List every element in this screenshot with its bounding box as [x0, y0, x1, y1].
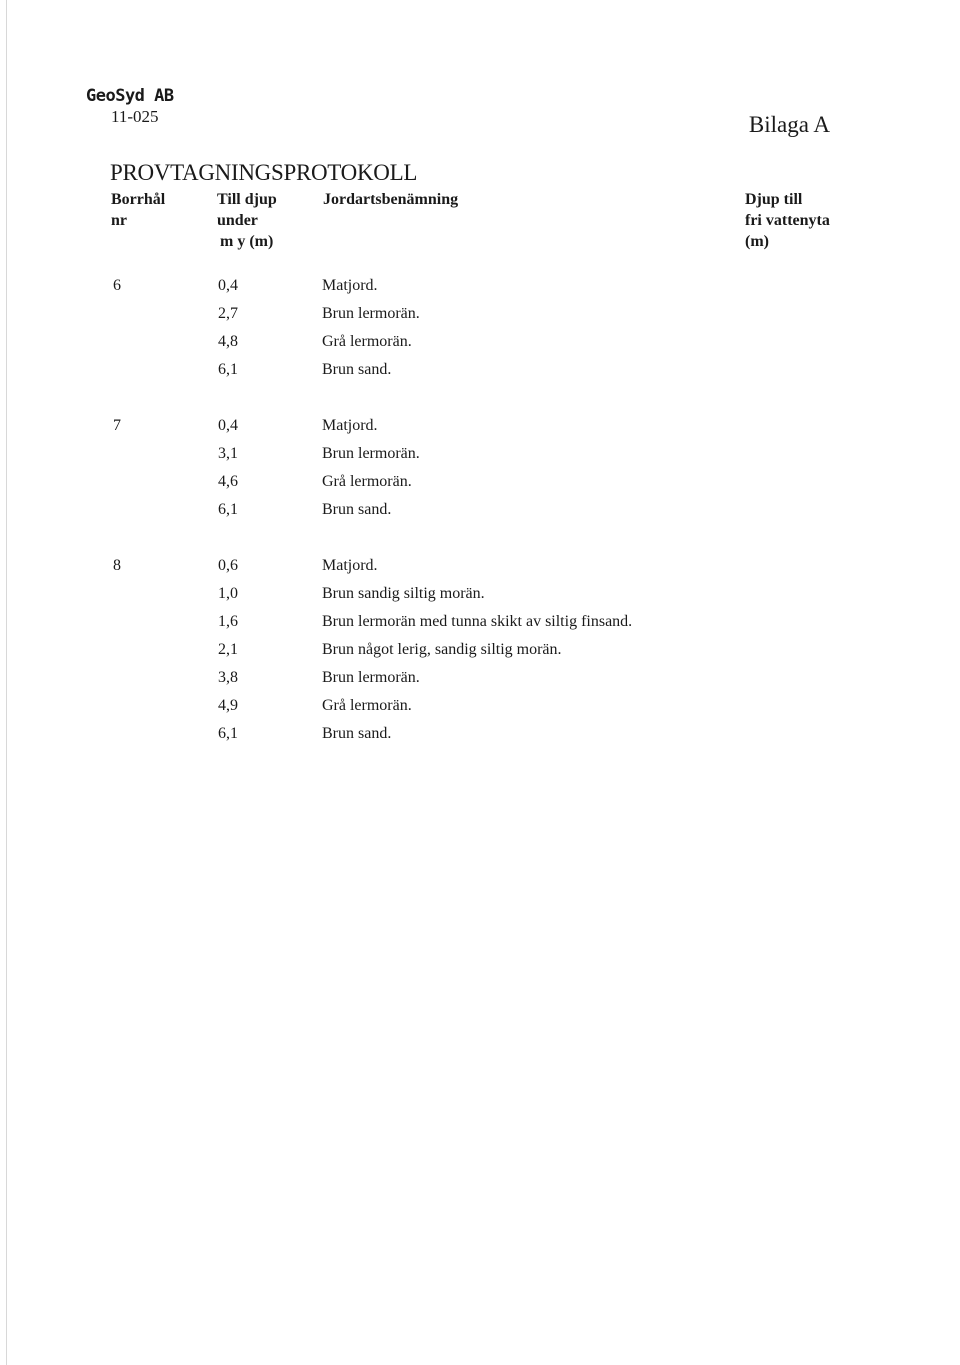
borehole-group-7	[0, 417, 960, 529]
soil-description: Grå lermorän.	[322, 697, 412, 714]
soil-description: Brun sand.	[322, 501, 392, 518]
table-row	[0, 445, 960, 473]
table-row	[0, 641, 960, 669]
column-header-borrhal	[111, 189, 165, 231]
table-row	[0, 725, 960, 753]
layer-depth: 2,7	[218, 305, 238, 322]
layer-depth: 3,1	[218, 445, 238, 462]
borehole-number: 6	[113, 277, 121, 294]
column-header-line: Djup till	[745, 191, 803, 208]
company-logo: GeoSyd AB	[86, 86, 174, 106]
table-row	[0, 557, 960, 585]
layer-depth: 4,8	[218, 333, 238, 350]
layer-depth: 1,0	[218, 585, 238, 602]
soil-description: Matjord.	[322, 417, 378, 434]
borehole-group-8	[0, 557, 960, 753]
column-header-line: Till djup	[217, 191, 277, 208]
layer-depth: 6,1	[218, 361, 238, 378]
soil-description: Brun lermorän.	[322, 305, 420, 322]
column-header-line: Jordartsbenämning	[323, 191, 459, 208]
soil-description: Brun något lerig, sandig siltig morän.	[322, 641, 562, 658]
column-header-line: m y (m)	[220, 233, 274, 250]
page-title: PROVTAGNINGSPROTOKOLL	[110, 160, 418, 185]
layer-depth: 0,4	[218, 417, 238, 434]
column-header-line: fri vattenyta	[745, 212, 830, 229]
soil-description: Brun sand.	[322, 725, 392, 742]
table-row	[0, 361, 960, 389]
column-header-line: Borrhål	[111, 191, 166, 208]
table-row	[0, 669, 960, 697]
layer-depth: 4,9	[218, 697, 238, 714]
column-header-line: (m)	[745, 233, 769, 250]
table-row	[0, 585, 960, 613]
layer-depth: 4,6	[218, 473, 238, 490]
borehole-group-6	[0, 277, 960, 389]
soil-description: Brun sandig siltig morän.	[322, 585, 485, 602]
column-header-water-level	[745, 189, 830, 252]
layer-depth: 1,6	[218, 613, 238, 630]
soil-description: Matjord.	[322, 277, 378, 294]
soil-description: Grå lermorän.	[322, 473, 412, 490]
document-reference: 11-025	[111, 107, 159, 126]
layer-depth: 6,1	[218, 725, 238, 742]
layer-depth: 0,4	[218, 277, 238, 294]
layer-depth: 2,1	[218, 641, 238, 658]
table-row	[0, 473, 960, 501]
appendix-label: Bilaga A	[748, 112, 830, 137]
soil-description: Brun lermorän.	[322, 445, 420, 462]
table-row	[0, 333, 960, 361]
soil-description: Brun lermorän.	[322, 669, 420, 686]
layer-depth: 6,1	[218, 501, 238, 518]
table-row	[0, 305, 960, 333]
column-header-line: under	[217, 212, 258, 229]
layer-depth: 0,6	[218, 557, 238, 574]
table-row	[0, 277, 960, 305]
table-row	[0, 417, 960, 445]
borehole-number: 7	[113, 417, 121, 434]
table-row	[0, 697, 960, 725]
layer-depth: 3,8	[218, 669, 238, 686]
table-row	[0, 501, 960, 529]
column-header-depth	[217, 189, 277, 252]
soil-description: Brun sand.	[322, 361, 392, 378]
soil-description: Matjord.	[322, 557, 378, 574]
soil-description: Grå lermorän.	[322, 333, 412, 350]
table-row	[0, 613, 960, 641]
column-header-line: nr	[111, 212, 127, 229]
soil-description: Brun lermorän med tunna skikt av siltig finsand.	[322, 613, 633, 630]
column-header-soil	[323, 189, 458, 210]
borehole-number: 8	[113, 557, 121, 574]
